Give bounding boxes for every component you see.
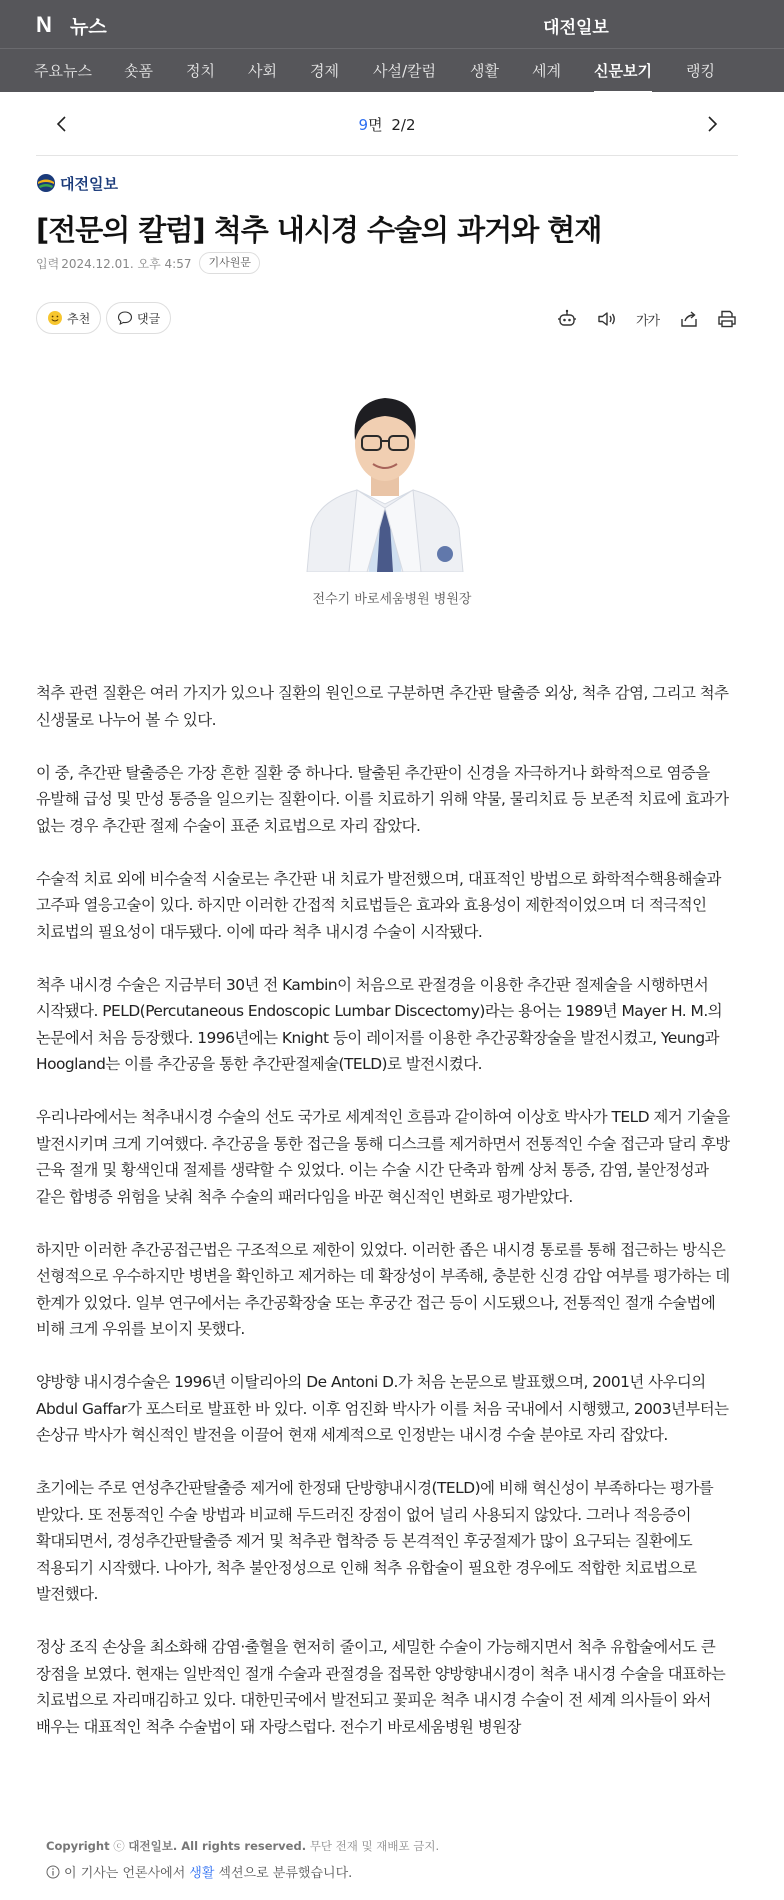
- press-logo[interactable]: [36, 172, 118, 194]
- nav-item-economy[interactable]: 경제: [310, 62, 339, 80]
- copyright-notice: [46, 1838, 439, 1854]
- nav-item-life[interactable]: 생활: [470, 62, 499, 80]
- photo-caption: 전수기 바로세움병원 병원장: [312, 592, 472, 607]
- article-paragraph: 양방향 내시경수술은 1996년 이탈리아의 De Antoni D.가 처음 논문으로 발표했으며, 2001년 사우디의 Abdul Gaffar가 포스터로 발표한 바 있다. 이후 엄진화 박사가 이를 처음 국내에서 시행했고, 2003년부터는 손상규 박사가 혁신적인 발전을 이끌어 현재 세계적으로 인정받는 내시경 수술 분야로 자리 잡았다.: [36, 1373, 729, 1444]
- page-number: 9: [358, 116, 369, 134]
- nav-item-ranking[interactable]: 랭킹: [686, 62, 715, 80]
- nav-item-main[interactable]: 주요뉴스: [34, 62, 92, 80]
- news-service-title[interactable]: 뉴스: [70, 16, 107, 38]
- press-name-text[interactable]: 대전일보: [543, 18, 609, 38]
- page-pager: [36, 92, 738, 156]
- press-name-header: [0, 13, 784, 38]
- category-nav: [0, 48, 784, 92]
- press-logo-text: 대전일보: [60, 174, 118, 193]
- copyright-symbol: ⓒ: [113, 1839, 125, 1853]
- info-icon: [46, 1865, 60, 1879]
- nav-item-opinion[interactable]: 사설/칼럼: [373, 62, 437, 80]
- naver-logo[interactable]: N: [36, 12, 52, 37]
- page-suffix: 면: [368, 116, 383, 134]
- article-title: [전문의 칼럼] 척추 내시경 수술의 과거와 현재: [36, 213, 602, 247]
- classify-suffix: 섹션으로 분류했습니다.: [218, 1866, 353, 1881]
- print-icon[interactable]: [716, 308, 738, 330]
- comment-icon: [117, 310, 133, 326]
- speaker-icon[interactable]: [596, 308, 618, 330]
- article-paragraph: 우리나라에서는 척추내시경 수술의 선도 국가로 세계적인 흐름과 같이하여 이상호 박사가 TELD 제거 기술을 발전시키며 크게 기여했다. 추간공을 통한 접근을 통해 디스크를 제거하면서 전통적인 수술 접근과 달리 후방 근육 절개 및 황색인대 절제를 생략할 수 있었다. 이는 수술 시간 단축과 함께 상처 통증, 감염, 불안정성과 같은 합병증 위험을 낮춰 척추 수술의 패러다임을 바꾼 혁신적인 변화로 평가받았다.: [36, 1108, 730, 1206]
- press-logo-emblem-icon: [36, 173, 56, 193]
- page-position: 2/2: [391, 116, 416, 134]
- article-paragraph: 척추 관련 질환은 여러 가지가 있으나 질환의 원인으로 구분하면 추간판 탈출증 외상, 척추 감염, 그리고 척추 신생물로 나누어 볼 수 있다.: [36, 684, 729, 729]
- classify-prefix: 이 기사는 언론사에서: [64, 1866, 186, 1881]
- copyright-restriction: 무단 전재 및 재배포 금지.: [309, 1839, 440, 1853]
- comment-button[interactable]: [106, 302, 171, 334]
- publish-date: 2024.12.01. 오후 4:57: [61, 256, 192, 271]
- chevron-right-icon[interactable]: [700, 112, 724, 136]
- nav-item-society[interactable]: 사회: [248, 62, 277, 80]
- smile-icon: [47, 310, 63, 326]
- nav-item-world[interactable]: 세계: [532, 62, 561, 80]
- original-article-button[interactable]: 기사원문: [199, 252, 260, 274]
- nav-item-shortform[interactable]: 숏폼: [124, 62, 153, 80]
- robot-summary-icon[interactable]: [556, 308, 578, 330]
- font-size-button[interactable]: 가가: [636, 314, 660, 329]
- comment-label: 댓글: [137, 311, 161, 326]
- date-label: 입력: [36, 256, 60, 271]
- section-link[interactable]: 생활: [189, 1866, 215, 1881]
- recommend-button[interactable]: [36, 302, 101, 334]
- article-paragraph: 정상 조직 손상을 최소화해 감염·출혈을 현저히 줄이고, 세밀한 수술이 가능해지면서 척추 유합술에서도 큰 장점을 보였다. 현재는 일반적인 절개 수술과 관절경을 접목한 양방향내시경이 척추 내시경 수술을 대표하는 치료법으로 자리매김하고 있다. 대한민국에서 발전되고 꽃피운 척추 내시경 수술이 전 세계 의사들이 와서 배우는 대표적인 척추 수술법이 돼 자랑스럽다. 전수기 바로세움병원 병원장: [36, 1638, 726, 1736]
- share-icon[interactable]: [678, 308, 700, 330]
- article-paragraph: 이 중, 추간판 탈출증은 가장 흔한 질환 중 하나다. 탈출된 추간판이 신경을 자극하거나 화학적으로 염증을 유발해 급성 및 만성 통증을 일으키는 질환이다. 이를 치료하기 위해 약물, 물리치료 등 보존적 치료에 효과가 없는 경우 추간판 절제 수술이 표준 치료법으로 자리 잡았다.: [36, 763, 729, 835]
- section-classification: [46, 1862, 352, 1881]
- nav-item-newspaper[interactable]: 신문보기: [594, 62, 652, 80]
- copyright-word: Copyright: [46, 1839, 110, 1853]
- top-bar: [0, 0, 784, 48]
- article-paragraph: 초기에는 주로 연성추간판탈출증 제거에 한정돼 단방향내시경(TELD)에 비해 혁신성이 부족하다는 평가를 받았다. 또 전통적인 수술 방법과 비교해 두드러진 장점이 없어 널리 사용되지 않았다. 그러나 적응증이 확대되면서, 경성추간판탈출증 제거 및 척추관 협착증 등 본격적인 후궁절제가 많이 요구되는 질환에도 적용되기 시작했다. 나아가, 척추 불안정성으로 인해 척추 유합술이 필요한 경우에도 적합한 치료법으로 발전했다.: [36, 1479, 714, 1603]
- article-dateline: [36, 252, 260, 274]
- article-actions: [36, 300, 738, 336]
- nav-item-politics[interactable]: 정치: [186, 62, 215, 80]
- page-indicator: [36, 114, 738, 135]
- copyright-owner: 대전일보. All rights reserved.: [128, 1839, 307, 1853]
- author-photo: [305, 378, 465, 572]
- article-body: [36, 680, 740, 1767]
- article-paragraph: 하지만 이러한 추간공접근법은 구조적으로 제한이 있었다. 이러한 좁은 내시경 통로를 통해 접근하는 방식은 선형적으로 우수하지만 병변을 확인하고 제거하는 데 확장성이 부족해, 충분한 신경 감압 여부를 평가하는 데 한계가 있었다. 일부 연구에서는 추간공확장술 또는 후궁간 접근 등이 시도됐으나, 전통적인 절개 수술법에 비해 크게 우위를 보이지 못했다.: [36, 1240, 730, 1338]
- article-paragraph: 수술적 치료 외에 비수술적 시술로는 추간판 내 치료가 발전했으며, 대표적인 방법으로 화학적수핵용해술과 고주파 열응고술이 있다. 하지만 이러한 간접적 치료법들은 효과와 효용성이 제한적이었으며 더 적극적인 치료법의 필요성이 대두됐다. 이에 따라 척추 내시경 수술이 시작됐다.: [36, 869, 721, 941]
- article-paragraph: 척추 내시경 수술은 지금부터 30년 전 Kambin이 처음으로 관절경을 이용한 추간판 절제술을 시행하면서 시작됐다. PELD(Percutaneous Endoscopic Lumbar Discectomy)라는 용어는 1989년 Mayer H. M.의 논문에서 처음 등장했다. 1996년에는 Knight 등이 레이저를 이용한 추간공확장술을 발전시켰고, Yeung과 Hoogland는 이를 추간공을 통한 추간판절제술(TELD)로 발전시켰다.: [36, 975, 723, 1073]
- recommend-label: 추천: [67, 311, 91, 326]
